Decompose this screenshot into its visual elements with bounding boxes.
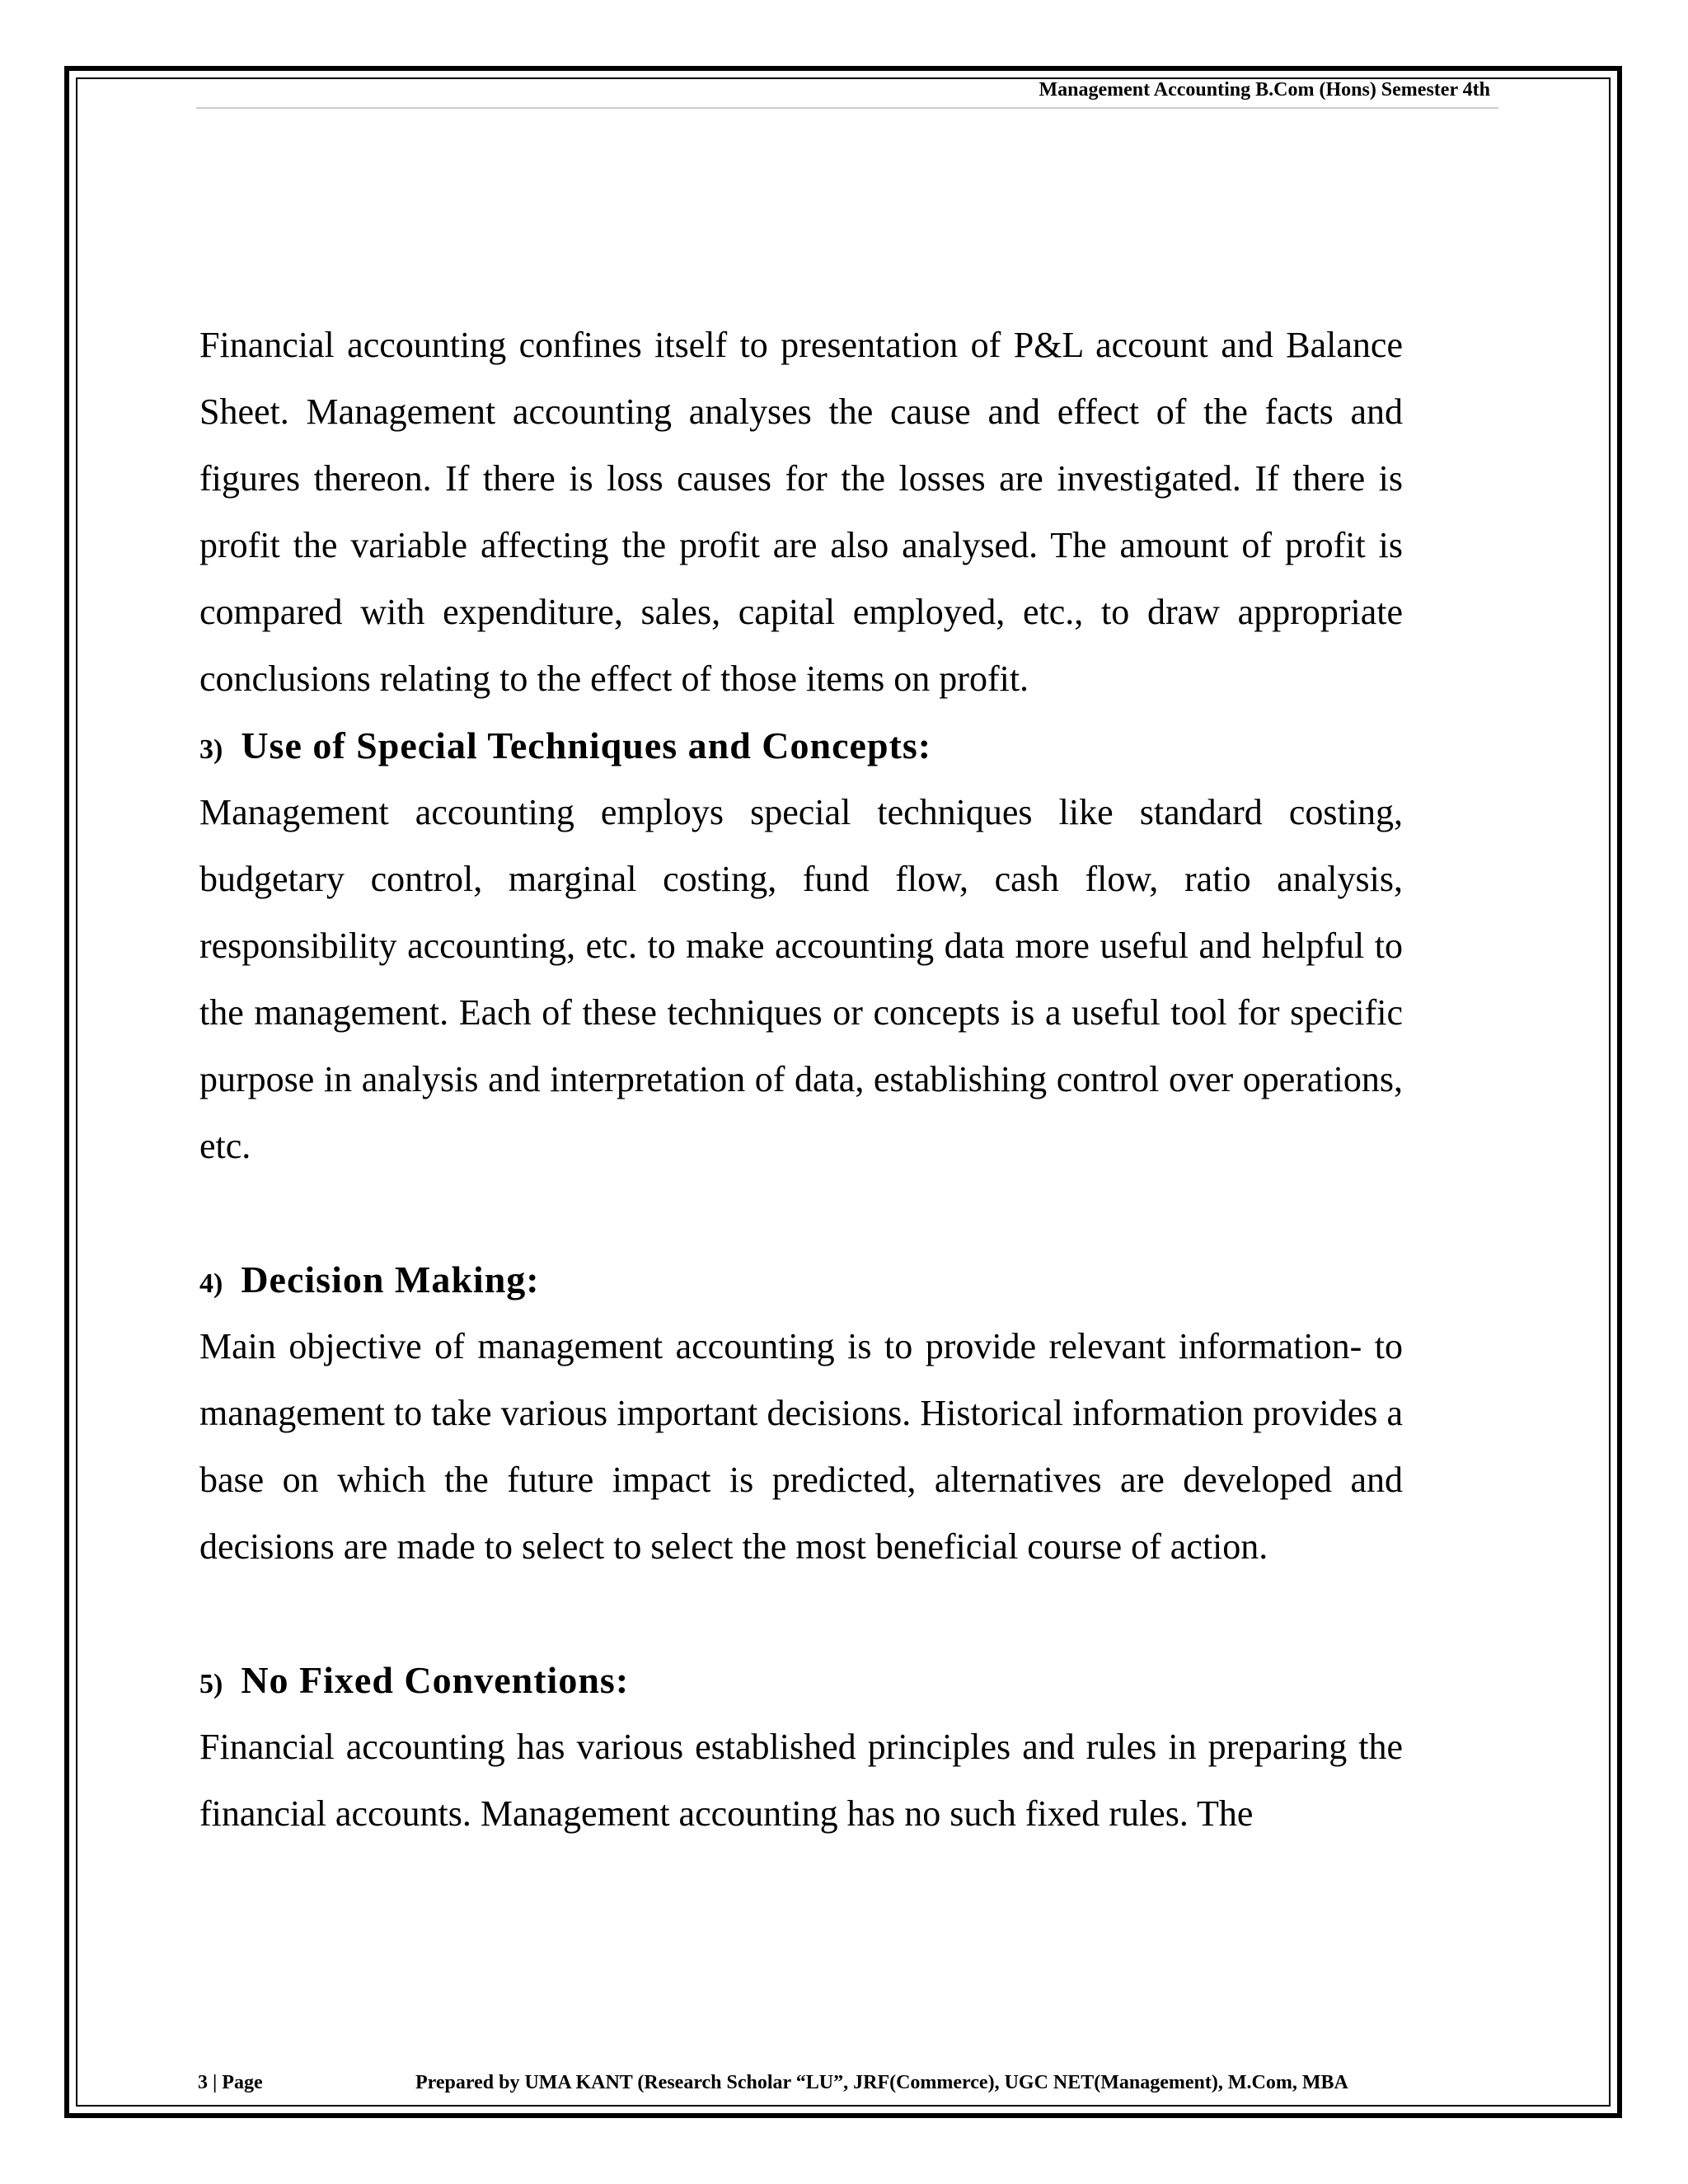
intro-paragraph: Financial accounting confines itself to presentation of P&L account and Balance Sheet. Management accounting analyses the cause and effect of the facts and figures thereon. If there is loss causes for the losses are investigated. If there is profit the variable affecting the profit are also analysed. The amount of profit is compared with expenditure, sales, capital employed, etc., to draw appropriate conclusions relating to the effect of those items on profit. [199,325,1403,699]
section-heading-5 [199,1647,1403,1713]
page-number: 3 | Page [198,2072,263,2093]
section-number: 5) [199,1669,223,1699]
section-5-paragraph: Financial accounting has various established principles and rules in preparing the financial accounts. Management accounting has no such fixed rules. The [199,1727,1403,1834]
section-heading-4 [199,1246,1403,1313]
section-4-paragraph: Main objective of management accounting is to provide relevant information- to management to take various important decisions. Historical information provides a base on which the future impact is predicted, alternatives are developed and decisions are made to select to select the most beneficial course of action. [199,1326,1403,1567]
section-number: 3) [199,734,223,765]
section-title: Decision Making: [241,1258,540,1301]
page-content [199,312,1403,1847]
section-title: No Fixed Conventions: [241,1659,630,1701]
header-divider [196,107,1498,109]
blank-line [199,1179,1403,1246]
blank-line [199,1580,1403,1647]
section-heading-3 [199,712,1403,779]
section-title: Use of Special Techniques and Concepts: [241,724,932,766]
footer-credit: Prepared by UMA KANT (Research Scholar “LU”, JRF(Commerce), UGC NET(Management), M.Com, MBA [415,2072,1348,2093]
section-3-paragraph: Management accounting employs special techniques like standard costing, budgetary control, marginal costing, fund flow, cash flow, ratio analysis, responsibility accounting, etc. to make accounting data more useful and helpful to the management. Each of these techniques or concepts is a useful tool for specific purpose in analysis and interpretation of data, establishing control over operations, etc. [199,792,1403,1166]
running-header: Management Accounting B.Com (Hons) Semester 4th [1039,79,1490,101]
section-number: 4) [199,1268,223,1299]
